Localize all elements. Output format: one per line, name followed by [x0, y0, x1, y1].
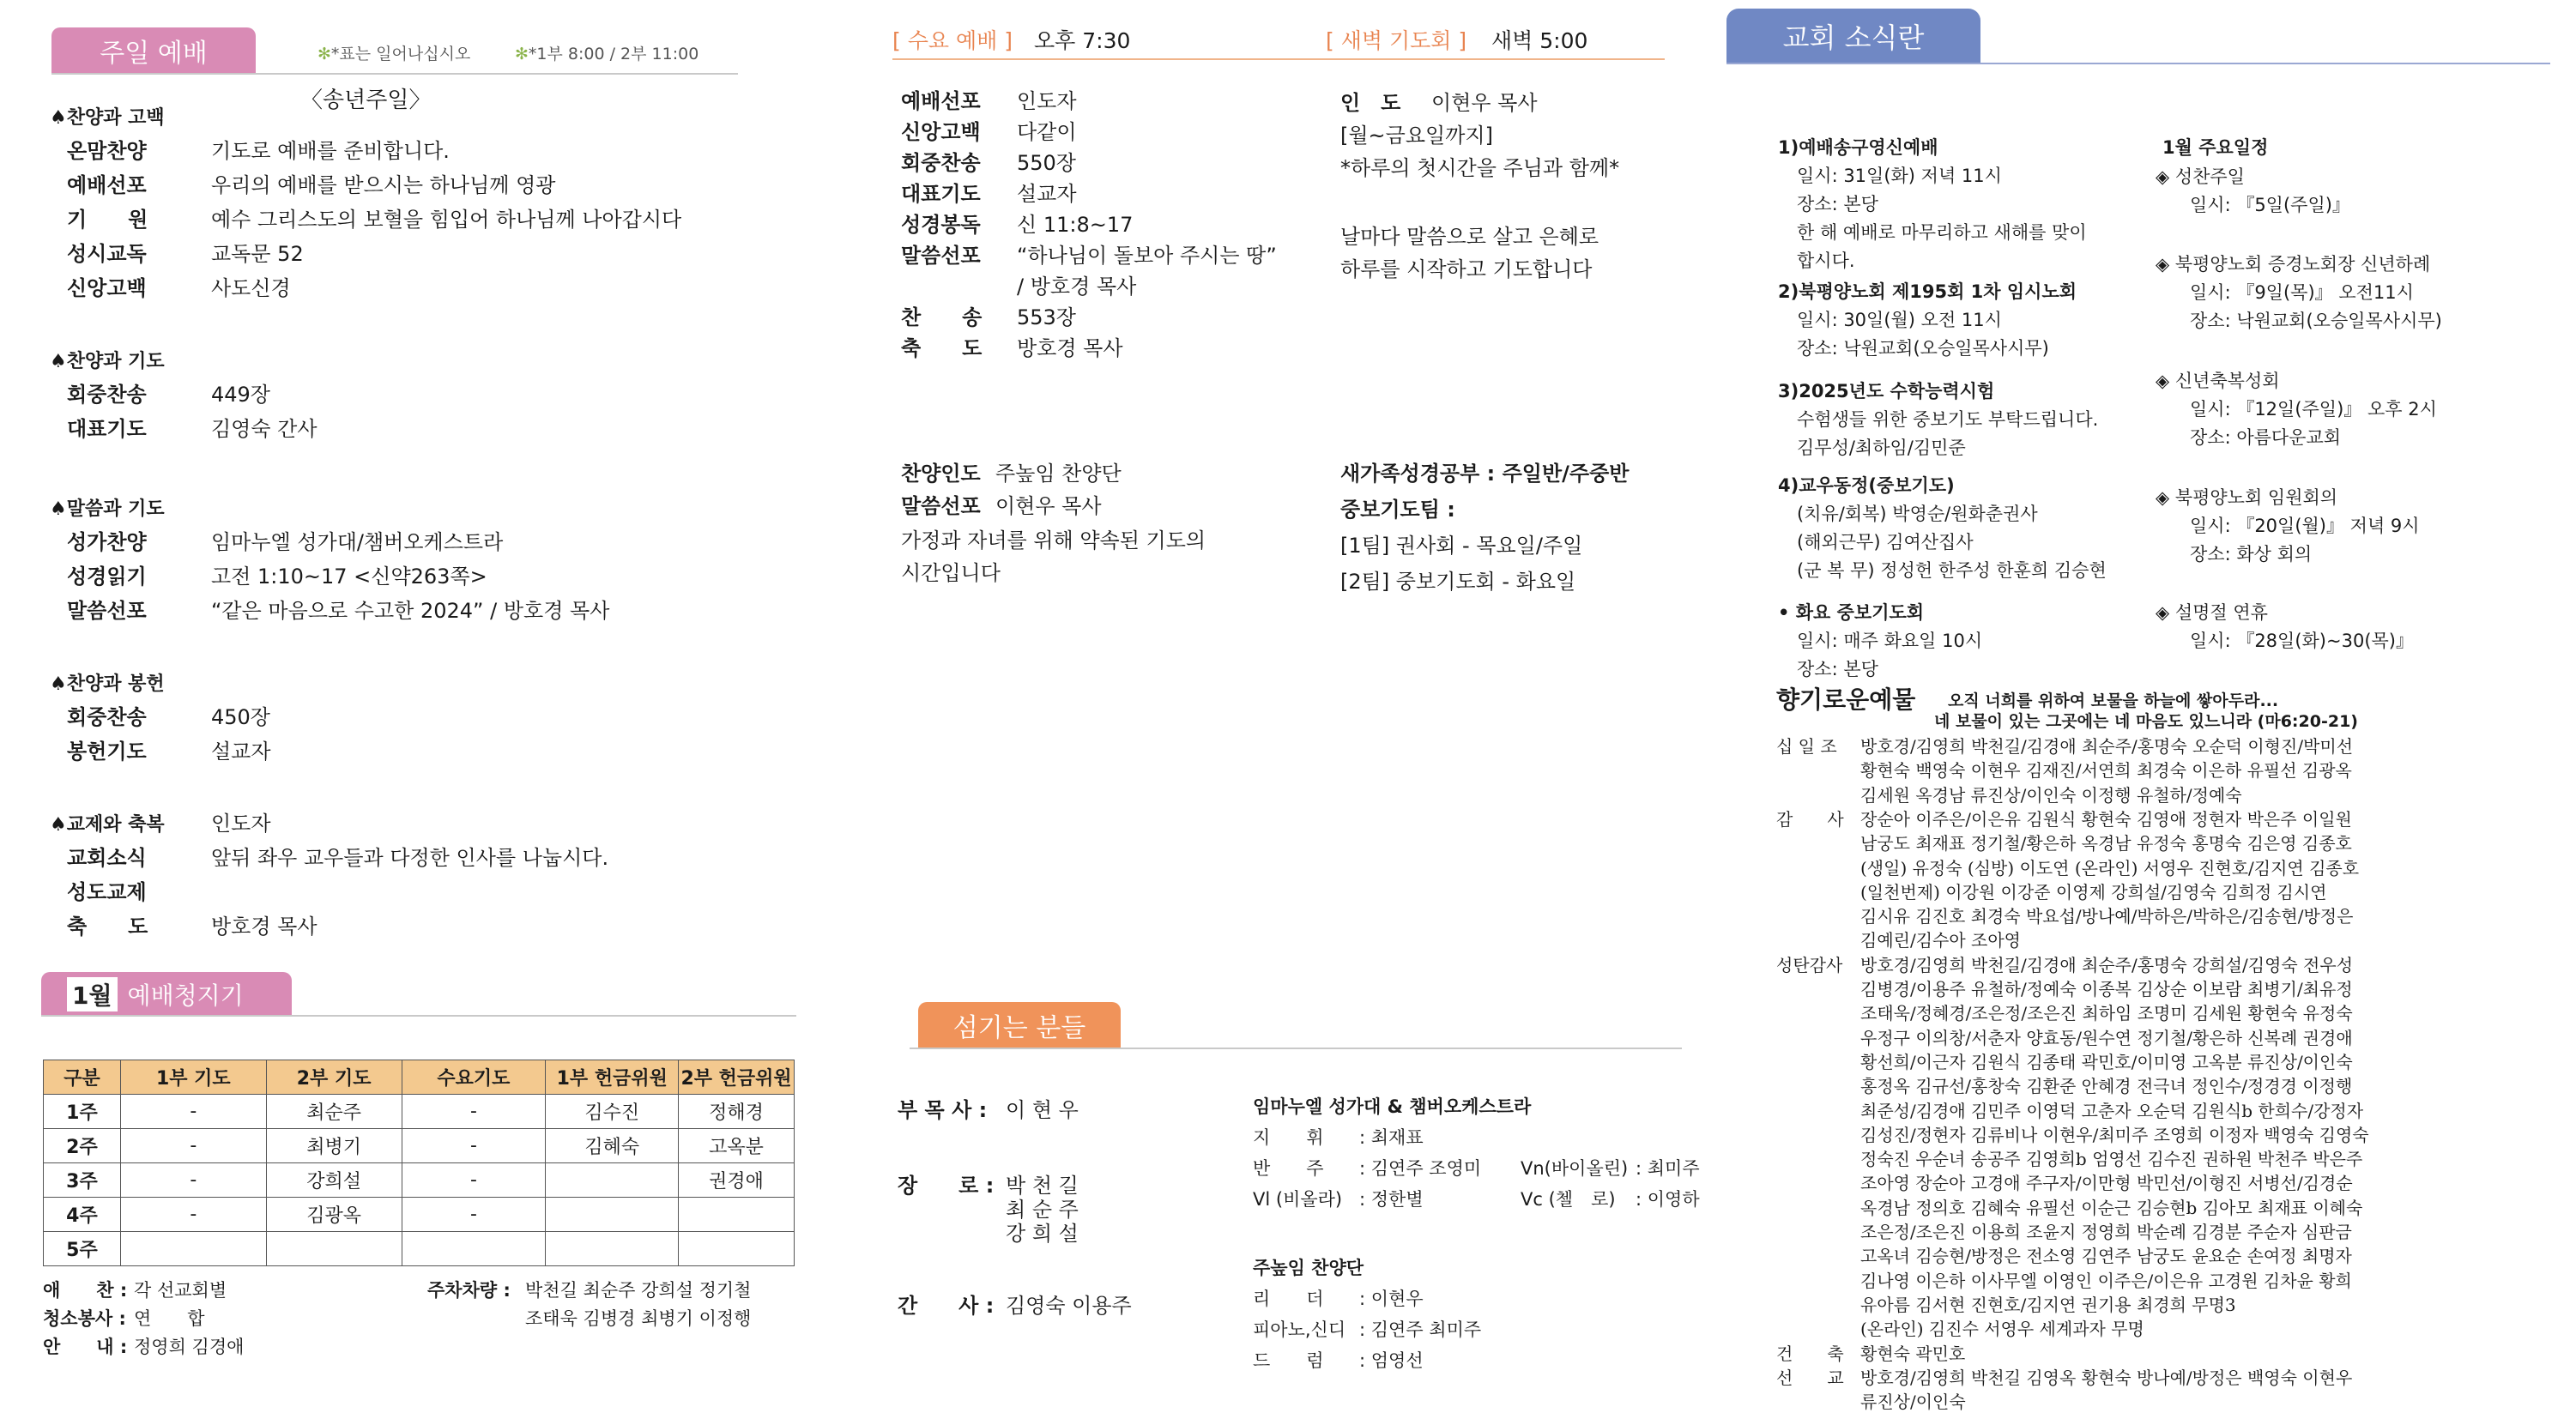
news-item-line: (치유/회복) 박영순/원화춘권사 — [1797, 504, 2038, 524]
choir-role: Vc (첼 로) — [1521, 1189, 1616, 1210]
col1-header-rule — [51, 73, 738, 75]
dawn-leader-value: 이현우 목사 — [1431, 91, 1538, 115]
table-cell: - — [402, 1095, 546, 1129]
table-cell: - — [402, 1198, 546, 1232]
table-cell — [266, 1232, 402, 1266]
associate-pastor-label: 부 목 사 : — [898, 1098, 988, 1122]
wed-order-label: 찬 송 — [901, 305, 983, 329]
staff-value: 김영숙 이용주 — [1006, 1294, 1132, 1318]
order-label: 성시교독 — [67, 242, 147, 266]
table-cell: 정해경 — [679, 1095, 795, 1129]
staff-label: 간 사 : — [898, 1294, 995, 1318]
steward-table — [43, 1060, 795, 1266]
praise-name: : 엄영선 — [1359, 1350, 1424, 1371]
praise-leader-label: 찬양인도 — [901, 462, 981, 486]
service-time-note: ✻*1부 8:00 / 2부 11:00 — [515, 45, 699, 63]
order-label: 성가찬양 — [67, 530, 147, 554]
table-cell — [120, 1232, 266, 1266]
choir-name: : 이영하 — [1636, 1189, 1700, 1210]
order-value: 사도신경 — [211, 276, 291, 300]
offering-names: 조아영 장순아 고경애 주구자/이만형 박민선/이형진 서병선/김경순 — [1860, 1173, 2353, 1194]
usher-label: 안 내 : — [43, 1337, 128, 1357]
dawn-prayer-time: 새벽 5:00 — [1491, 28, 1588, 53]
cleaning-value: 연 합 — [134, 1308, 205, 1329]
order-value: 고전 1:10~17 <신약263쪽> — [211, 565, 487, 589]
intercession-team-2: [2팀] 중보기도회 - 화요일 — [1340, 570, 1576, 594]
wed-order-value: 방호경 목사 — [1017, 336, 1123, 360]
offering-names: 황선희/이근자 김원식 김종태 곽민호/이미영 고옥분 류진상/이인숙 — [1860, 1051, 2353, 1072]
choir-role: Vl (비올라) — [1253, 1189, 1343, 1210]
dawn-leader-label: 인 도 — [1340, 91, 1401, 115]
meal-value: 각 선교회별 — [134, 1280, 227, 1301]
table-cell: - — [402, 1129, 546, 1163]
offering-names: 우정구 이의창/서춘자 양효동/원수연 정기철/황은하 신복례 권경애 — [1860, 1027, 2353, 1048]
offering-names: 김병경/이용주 유철하/정예숙 이종복 김상순 이보람 최병기/최유정 — [1860, 979, 2353, 999]
col3-header-rule — [1726, 63, 2550, 64]
family-sermon-label: 말씀선포 — [901, 494, 981, 518]
order-value: 예수 그리스도의 보혈을 힘입어 하나님께 나아갑시다 — [211, 208, 682, 232]
news-item — [1778, 472, 2107, 585]
week-cell: 3주 — [44, 1163, 121, 1198]
table-cell — [546, 1198, 679, 1232]
table-header-cell: 2부 헌금위원 — [679, 1060, 795, 1095]
offering-names: 정숙진 우순녀 송공주 김영희b 엄영선 김수진 권하원 박천주 박은주 — [1860, 1149, 2363, 1170]
table-header-cell: 구분 — [44, 1060, 121, 1095]
table-cell: - — [120, 1095, 266, 1129]
offering-verse-2: 네 보물이 있는 그곳에는 네 마음도 있느니라 (마6:20-21) — [1934, 712, 2358, 731]
schedule-item-line: 일시: 『9일(목)』 오전11시 — [2190, 282, 2414, 303]
choir-name: : 최재표 — [1359, 1127, 1424, 1148]
dawn-note: *하루의 첫시간을 주님과 함께* — [1340, 156, 1620, 180]
schedule-item-line: 일시: 『20일(월)』 저녁 9시 — [2190, 516, 2420, 536]
wed-order-value: 신 11:8~17 — [1017, 213, 1134, 237]
order-value: 앞뒤 좌우 교우들과 다정한 인사를 나눕시다. — [211, 846, 609, 870]
table-cell: - — [120, 1163, 266, 1198]
order-value: 김영숙 간사 — [211, 417, 317, 441]
family-sermon-value: 이현우 목사 — [995, 494, 1102, 518]
wed-order-value: “하나님이 돌보아 주시는 땅” — [1017, 244, 1277, 268]
week-cell: 5주 — [44, 1232, 121, 1266]
order-value: “같은 마음으로 수고한 2024” / 방호경 목사 — [211, 599, 610, 623]
offering-names: 방호경/김영희 박천길/김경애 최순주/홍명숙 오순덕 이형진/박미선 — [1860, 736, 2354, 757]
schedule-item-line: 일시: 『5일(주일)』 — [2190, 195, 2350, 215]
order-label: 성도교제 — [67, 880, 147, 904]
meal-label: 애 찬 : — [43, 1280, 128, 1301]
order-label: 교회소식 — [67, 846, 147, 870]
news-item-line: 장소: 본당 — [1797, 194, 1878, 214]
family-prayer-line-1: 가정과 자녀를 위해 약속된 기도의 — [901, 528, 1206, 553]
offering-names: 최준성/김경애 김민주 이영덕 고춘자 오순덕 김원식b 한희수/강정자 — [1860, 1100, 2364, 1121]
order-label: 예배선포 — [67, 173, 147, 197]
section-heading: ♠찬양과 기도 — [50, 351, 165, 372]
schedule-item-line: 장소: 낙원교회(오승일목사시무) — [2190, 311, 2442, 331]
offering-names: 조은정/조은진 이용희 조윤지 정영희 박순례 김경분 주순자 심판금 — [1860, 1222, 2352, 1242]
offering-names: 김예린/김수아 조아영 — [1860, 930, 2021, 951]
news-item-title: 4)교우동정(중보기도) — [1778, 475, 1955, 496]
wed-order-value: 553장 — [1017, 305, 1076, 329]
offering-names: 김성진/정현자 김류비나 이현우/최미주 조영희 이정자 백영숙 김영숙 — [1860, 1124, 2369, 1145]
intercession-team-head: 중보기도팀 : — [1340, 498, 1455, 522]
offering-names: 방호경/김영희 박천길 김영옥 황현숙 방나예/방정은 백영숙 이현우 — [1860, 1367, 2353, 1388]
offering-names: 김시유 김진호 최경숙 박요섭/방나예/박하은/박하은/김송현/방정은 — [1860, 906, 2354, 927]
schedule-item — [2156, 367, 2437, 452]
wed-order-label: 예배선포 — [901, 89, 981, 113]
parking-label: 주차차량 : — [427, 1280, 511, 1301]
table-header-cell: 2부 기도 — [266, 1060, 402, 1095]
news-item-title: 2)북평양노회 제195회 1차 임시노회 — [1778, 281, 2077, 302]
standing-note: ✻*표는 일어나십시오 — [317, 45, 471, 63]
schedule-item — [2156, 163, 2350, 220]
table-cell — [679, 1198, 795, 1232]
order-value: 449장 — [211, 383, 270, 407]
wed-order-label: 회중찬송 — [901, 151, 981, 175]
schedule-item-title: ◈ 북평양노회 증경노회장 신년하례 — [2156, 254, 2431, 275]
order-label: 대표기도 — [67, 417, 147, 441]
table-header-cell: 수요기도 — [402, 1060, 546, 1095]
new-family-study: 새가족성경공부 : 주일반/주중반 — [1340, 462, 1630, 486]
schedule-item-line: 장소: 아름다운교회 — [2190, 427, 2342, 448]
news-item — [1778, 134, 2087, 275]
wed-order-label: 성경봉독 — [901, 213, 981, 237]
praise-name: : 김연주 최미주 — [1359, 1319, 1482, 1340]
offering-category: 감 사 — [1776, 808, 1844, 830]
wed-order-label: 말씀선포 — [901, 244, 981, 268]
praise-name: : 이현우 — [1359, 1289, 1424, 1309]
offering-names: 남궁도 최재표 정기철/황은하 옥경남 유정숙 홍명숙 김은영 김종호 — [1860, 833, 2352, 854]
table-cell — [679, 1232, 795, 1266]
table-cell — [402, 1232, 546, 1266]
wednesday-service-tab: [ 수요 예배 ] — [892, 28, 1013, 53]
order-label: 성경읽기 — [67, 565, 147, 589]
choir-role: Vn(바이올린) — [1521, 1158, 1629, 1179]
choir-name: : 정한별 — [1359, 1189, 1424, 1210]
parking-value-2: 조태욱 김병경 최병기 이정행 — [525, 1308, 752, 1329]
family-prayer-line-2: 시간입니다 — [901, 561, 1001, 585]
news-item-line: 수험생들 위한 중보기도 부탁드립니다. — [1797, 409, 2099, 430]
praise-role: 드 럼 — [1253, 1350, 1324, 1371]
news-item-line: 한 해 예배로 마무리하고 새해를 맞이 — [1797, 222, 2087, 243]
wed-order-label: 대표기도 — [901, 182, 981, 206]
offering-names: 김나영 이은하 이사무엘 이영인 이주은/이은유 고경원 김차윤 황희 — [1860, 1270, 2352, 1291]
service-subtitle: 〈송년주일〉 — [300, 88, 432, 113]
order-label: 축 도 — [67, 915, 148, 939]
week-cell: 2주 — [44, 1129, 121, 1163]
news-item-line: 김무성/최하임/김민준 — [1797, 438, 1966, 458]
cleaning-label: 청소봉사 : — [43, 1308, 126, 1329]
schedule-item — [2156, 599, 2414, 655]
table-cell — [546, 1232, 679, 1266]
section-heading: ♠말씀과 기도 — [50, 498, 165, 520]
table-row — [44, 1198, 795, 1232]
section-heading-value: 인도자 — [211, 812, 271, 836]
schedule-item-line: 일시: 『28일(화)~30(목)』 — [2190, 631, 2414, 651]
sunday-worship-tab: 주일 예배 — [51, 27, 256, 74]
table-header-cell: 1부 기도 — [120, 1060, 266, 1095]
choir-head: 임마누엘 성가대 & 챔버오케스트라 — [1253, 1096, 1532, 1117]
table-cell: - — [120, 1129, 266, 1163]
order-value: 교독문 52 — [211, 242, 304, 266]
offering-names: 김세원 옥경남 류진상/이인숙 이정행 유철하/정예숙 — [1860, 784, 2242, 806]
table-cell: 김광옥 — [266, 1198, 402, 1232]
wed-order-value: 인도자 — [1017, 89, 1077, 113]
offering-names: 조태욱/정혜경/조은정/조은진 최하임 조명미 김세원 황현숙 유정숙 — [1860, 1003, 2353, 1024]
wed-order-value: 다같이 — [1017, 120, 1077, 144]
church-news-tab: 교회 소식란 — [1726, 9, 1980, 63]
offering-head: 향기로운예물 — [1776, 685, 1916, 714]
news-item-line: (군 복 무) 정성헌 한주성 한훈희 김승현 — [1797, 560, 2107, 581]
order-label: 기 원 — [67, 208, 148, 232]
news-item-line: 장소: 낙원교회(오승일목사시무) — [1797, 338, 2049, 359]
steward-rule — [41, 1015, 796, 1017]
table-cell: 강희설 — [266, 1163, 402, 1198]
dawn-days: [월~금요일까지] — [1340, 124, 1493, 148]
choir-role: 반 주 — [1253, 1158, 1324, 1179]
elders-label: 장 로 : — [898, 1174, 995, 1198]
news-item-title: • 화요 중보기도회 — [1778, 602, 1925, 623]
table-row — [44, 1232, 795, 1266]
offering-names: 홍정옥 김규선/홍창숙 김환준 안혜경 전극녀 정인수/정경경 이정행 — [1860, 1076, 2353, 1097]
wed-order-label: 축 도 — [901, 336, 983, 360]
parking-value-1: 박천길 최순주 강희설 정기철 — [525, 1280, 752, 1301]
col2-header-rule — [892, 58, 1665, 60]
order-label: 회중찬송 — [67, 383, 147, 407]
offering-names: 방호경/김영희 박천길/김경애 최순주/홍명숙 강희설/김영숙 전우성 — [1860, 954, 2354, 975]
elder-2: 최 순 주 — [1006, 1198, 1079, 1222]
table-header-cell: 1부 헌금위원 — [546, 1060, 679, 1095]
order-value: 기도로 예배를 준비합니다. — [211, 139, 450, 163]
elder-1: 박 천 길 — [1006, 1174, 1079, 1198]
offering-names: 장순아 이주은/이은유 김원식 황현숙 김영애 정현자 박은주 이일원 — [1860, 808, 2352, 830]
table-row — [44, 1129, 795, 1163]
table-cell: 고옥분 — [679, 1129, 795, 1163]
schedule-item-title: ◈ 신년축복성회 — [2156, 371, 2280, 391]
table-cell: - — [402, 1163, 546, 1198]
offering-names: 고옥녀 김승현/방정은 전소영 김연주 남궁도 윤요순 손여정 최명자 — [1860, 1246, 2352, 1267]
schedule-item-title: ◈ 북평양노회 임원회의 — [2156, 487, 2338, 508]
section-heading: ♠교제와 축복 — [50, 814, 165, 836]
servants-rule — [910, 1048, 1682, 1049]
offering-names: 유아름 김서현 진현호/김지연 권기용 최경희 무명3 — [1860, 1294, 2236, 1315]
wednesday-service-time: 오후 7:30 — [1034, 28, 1131, 53]
january-schedule-head: 1월 주요일정 — [2162, 137, 2269, 158]
order-label: 회중찬송 — [67, 705, 147, 729]
table-cell — [546, 1163, 679, 1198]
table-cell: 최병기 — [266, 1129, 402, 1163]
offering-names: (온라인) 김진수 서영우 세계과자 무명 — [1860, 1319, 2144, 1340]
news-item-line: 장소: 본당 — [1797, 659, 1878, 679]
intercession-team-1: [1팀] 권사회 - 목요일/주일 — [1340, 534, 1583, 558]
table-cell: 김혜숙 — [546, 1129, 679, 1163]
wed-order-value: / 방호경 목사 — [1017, 275, 1137, 299]
order-value: 우리의 예배를 받으시는 하나님께 영광 — [211, 173, 556, 197]
schedule-item-line: 일시: 『12일(주일)』 오후 2시 — [2190, 399, 2437, 420]
elder-3: 강 희 설 — [1006, 1222, 1079, 1246]
offering-category: 선 교 — [1776, 1367, 1844, 1388]
order-value: 설교자 — [211, 740, 271, 764]
schedule-item-line: 장소: 화상 회의 — [2190, 544, 2313, 565]
choir-name: : 김연주 조영미 — [1359, 1158, 1482, 1179]
offering-category: 건 축 — [1776, 1343, 1844, 1364]
usher-value: 정영희 김경애 — [134, 1337, 245, 1357]
associate-pastor-value: 이 현 우 — [1006, 1098, 1079, 1122]
choir-role: 지 휘 — [1253, 1127, 1324, 1148]
order-label: 신앙고백 — [67, 276, 147, 300]
month-tab-number: 1월 — [67, 977, 118, 1011]
schedule-item-title: ◈ 성찬주일 — [2156, 166, 2245, 187]
news-item-line: 일시: 매주 화요일 10시 — [1797, 631, 1983, 651]
table-cell: 김수진 — [546, 1095, 679, 1129]
wed-order-label: 신앙고백 — [901, 120, 981, 144]
order-value: 임마누엘 성가대/챔버오케스트라 — [211, 530, 504, 554]
news-item — [1778, 278, 2077, 363]
dawn-prayer-tab: [ 새벽 기도회 ] — [1326, 28, 1467, 53]
table-row — [44, 1095, 795, 1129]
praise-role: 피아노,신디 — [1253, 1319, 1346, 1340]
table-cell: 최순주 — [266, 1095, 402, 1129]
table-cell: - — [120, 1198, 266, 1232]
news-item-title: 3)2025년도 수학능력시험 — [1778, 381, 1995, 402]
news-item-line: (해외근무) 김여산집사 — [1797, 532, 1974, 553]
praise-leader-value: 주높임 찬양단 — [995, 462, 1122, 486]
news-item — [1778, 599, 1982, 684]
offering-names: (생일) 유정숙 (심방) 이도연 (온라인) 서영우 진현호/김지연 김종호 — [1860, 857, 2360, 879]
servants-tab: 섬기는 분들 — [918, 1002, 1121, 1048]
wed-order-value: 550장 — [1017, 151, 1076, 175]
order-label: 말씀선포 — [67, 599, 147, 623]
offering-verse-1: 오직 너희를 위하여 보물을 하늘에 쌓아두라... — [1948, 691, 2279, 710]
order-value: 방호경 목사 — [211, 915, 317, 939]
offering-names: 옥경남 정의호 김혜숙 유필선 이순근 김승현b 김아모 최재표 이혜숙 — [1860, 1197, 2363, 1218]
section-heading: ♠찬양과 봉헌 — [50, 673, 165, 695]
news-item-line: 합시다. — [1797, 251, 1855, 271]
order-value: 450장 — [211, 705, 270, 729]
offering-category: 십 일 조 — [1776, 736, 1837, 757]
offering-names: (일천번제) 이강원 이강준 이영제 강희설/김영숙 김희정 김시연 — [1860, 881, 2327, 903]
order-label: 온맘찬양 — [67, 139, 147, 163]
table-row — [44, 1163, 795, 1198]
table-cell: 권경애 — [679, 1163, 795, 1198]
news-item-title: 1)예배송구영신예배 — [1778, 137, 1938, 158]
dawn-paragraph-1: 날마다 말씀으로 살고 은혜로 — [1340, 225, 1599, 249]
order-label: 봉헌기도 — [67, 740, 147, 764]
offering-category: 성탄감사 — [1776, 954, 1843, 975]
wed-order-value: 설교자 — [1017, 182, 1077, 206]
praise-role: 리 더 — [1253, 1289, 1324, 1309]
choir-name: : 최미주 — [1636, 1158, 1700, 1179]
offering-names: 황현숙 곽민호 — [1860, 1343, 1966, 1364]
section-heading: ♠찬양과 고백 — [50, 107, 165, 129]
offering-names: 황현숙 백영숙 이현우 김재진/서연희 최경숙 이은하 유필선 김광옥 — [1860, 760, 2352, 782]
week-cell: 4주 — [44, 1198, 121, 1232]
dawn-paragraph-2: 하루를 시작하고 기도합니다 — [1340, 257, 1593, 281]
offering-names: 류진상/이인숙 — [1860, 1392, 1966, 1413]
news-item — [1778, 377, 2098, 462]
month-tab-label: 예배청지기 — [127, 981, 244, 1010]
steward-table-header — [44, 1060, 795, 1095]
schedule-item — [2156, 484, 2420, 569]
month-steward-tab — [41, 972, 292, 1017]
week-cell: 1주 — [44, 1095, 121, 1129]
news-item-line: 일시: 31일(화) 저녁 11시 — [1797, 166, 2002, 186]
schedule-item-title: ◈ 설명절 연휴 — [2156, 602, 2268, 623]
praise-team-head: 주높임 찬양단 — [1253, 1258, 1364, 1278]
news-item-line: 일시: 30일(월) 오전 11시 — [1797, 310, 2002, 330]
schedule-item — [2156, 251, 2442, 335]
